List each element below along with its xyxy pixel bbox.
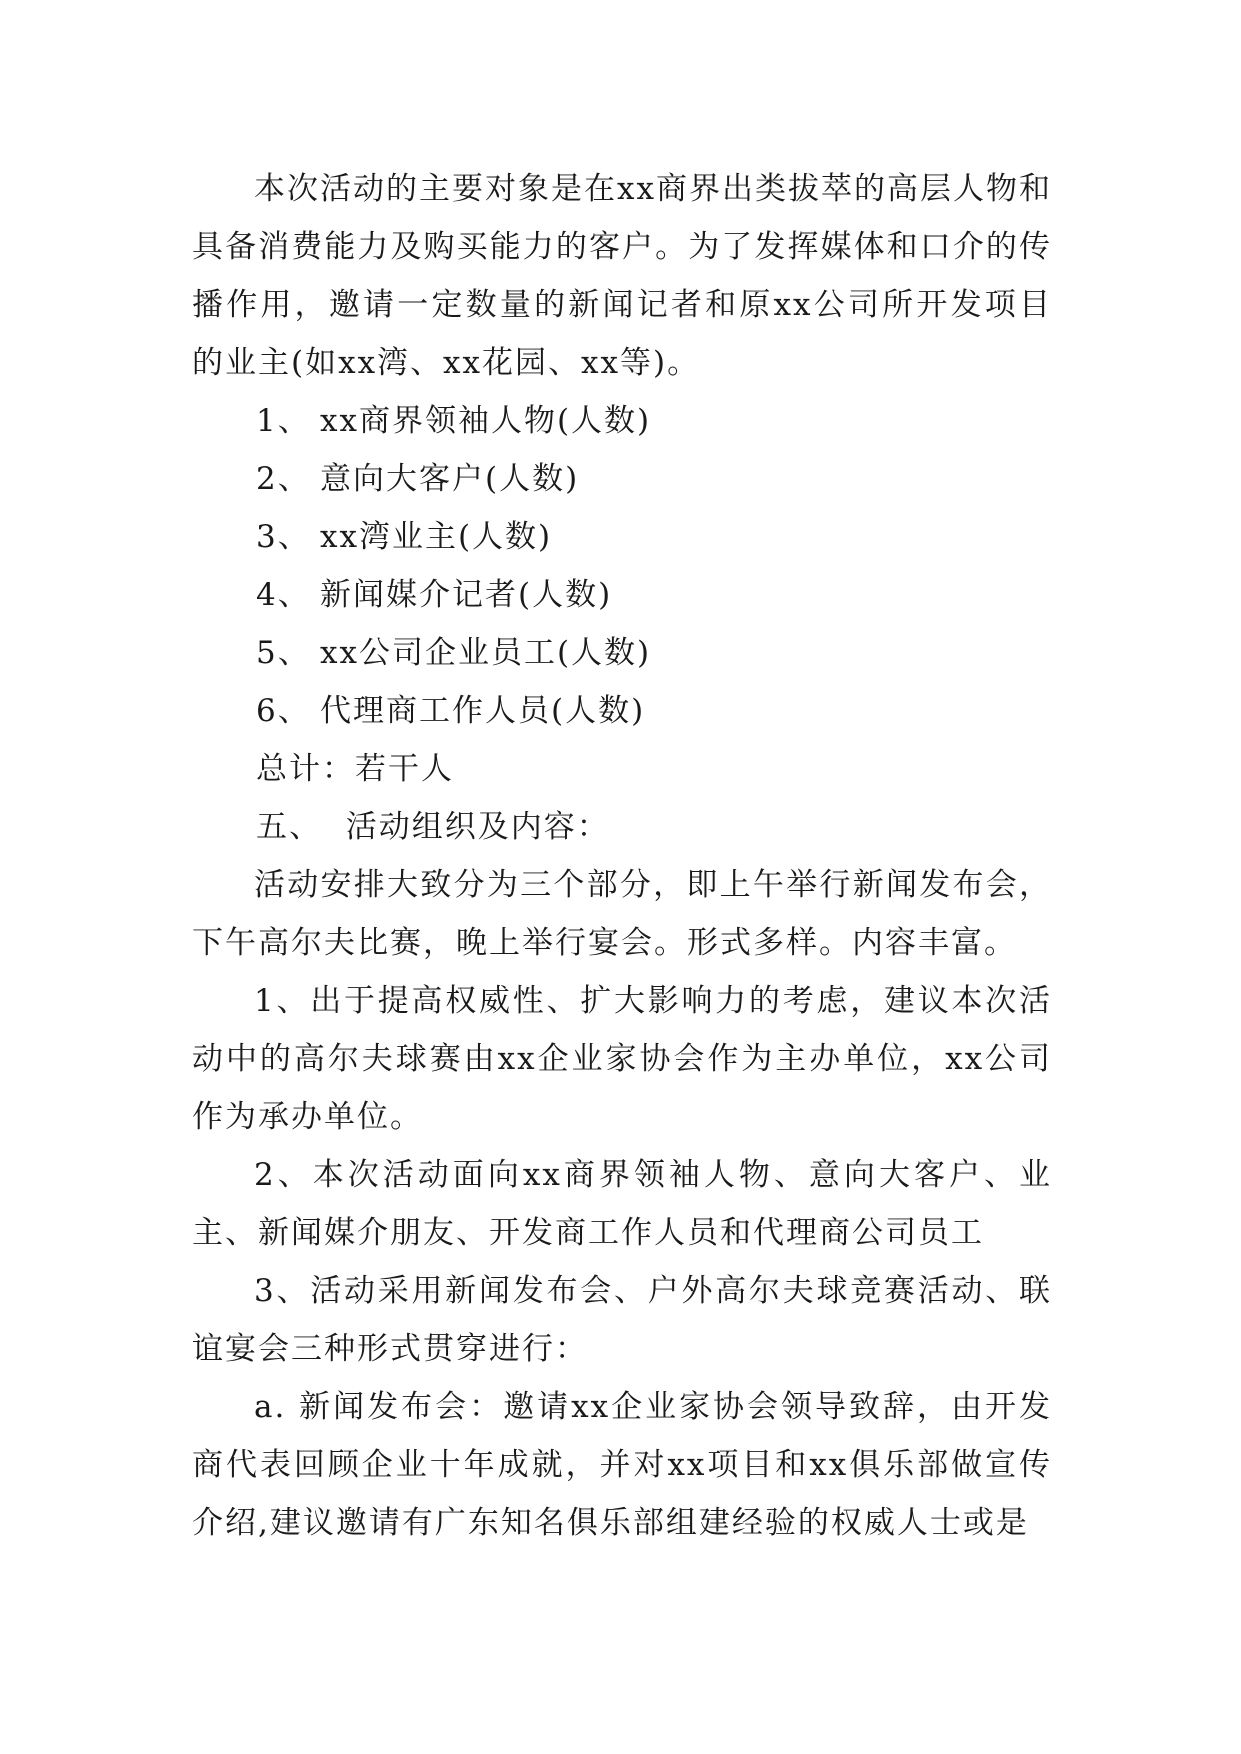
total-line: 总计：若干人 <box>256 751 454 787</box>
intro-paragraph: 本次活动的主要对象是在xx商界出类拔萃的高层人物和具备消费能力及购买能力的客户。为了发挥媒体和口介的传播作用，邀请一定数量的新闻记者和原xx公司所开发项目的业主(如xx湾、xx花园、xx等)。 <box>192 171 1052 381</box>
point-2-paragraph: 2、本次活动面向xx商界领袖人物、意向大客户、业主、新闻媒介朋友、开发商工作人员和代理商公司员工 <box>192 1157 1052 1251</box>
attendee-number: 4、 <box>256 577 311 613</box>
attendee-item-6 <box>192 682 1052 740</box>
attendee-text: xx湾业主(人数) <box>320 519 553 555</box>
attendee-text: 新闻媒介记者(人数) <box>320 577 613 613</box>
attendee-item-1 <box>192 392 1052 450</box>
attendee-number: 5、 <box>256 635 311 671</box>
point-3-paragraph: 3、活动采用新闻发布会、户外高尔夫球竞赛活动、联谊宴会三种形式贯穿进行： <box>192 1273 1052 1367</box>
attendee-text: 意向大客户(人数) <box>320 461 580 497</box>
attendee-text: xx商界领袖人物(人数) <box>320 403 652 439</box>
point-1-paragraph: 1、出于提高权威性、扩大影响力的考虑，建议本次活动中的高尔夫球赛由xx企业家协会作为主办单位，xx公司作为承办单位。 <box>192 983 1052 1135</box>
attendee-item-4 <box>192 566 1052 624</box>
attendee-item-3 <box>192 508 1052 566</box>
attendee-number: 6、 <box>256 693 311 729</box>
attendee-item-5 <box>192 624 1052 682</box>
document-body <box>192 160 1052 1552</box>
attendee-text: 代理商工作人员(人数) <box>320 693 646 729</box>
attendee-number: 1、 <box>256 403 311 439</box>
attendee-number: 3、 <box>256 519 311 555</box>
attendee-text: xx公司企业员工(人数) <box>320 635 652 671</box>
section-heading: 五、 活动组织及内容： <box>256 809 610 845</box>
attendee-item-2 <box>192 450 1052 508</box>
schedule-paragraph: 活动安排大致分为三个部分，即上午举行新闻发布会，下午高尔夫比赛，晚上举行宴会。形式多样。内容丰富。 <box>192 867 1052 961</box>
attendee-number: 2、 <box>256 461 311 497</box>
point-a-paragraph: a. 新闻发布会：邀请xx企业家协会领导致辞，由开发商代表回顾企业十年成就，并对xx项目和xx俱乐部做宣传介绍,建议邀请有广东知名俱乐部组建经验的权威人士或是 <box>192 1389 1052 1541</box>
